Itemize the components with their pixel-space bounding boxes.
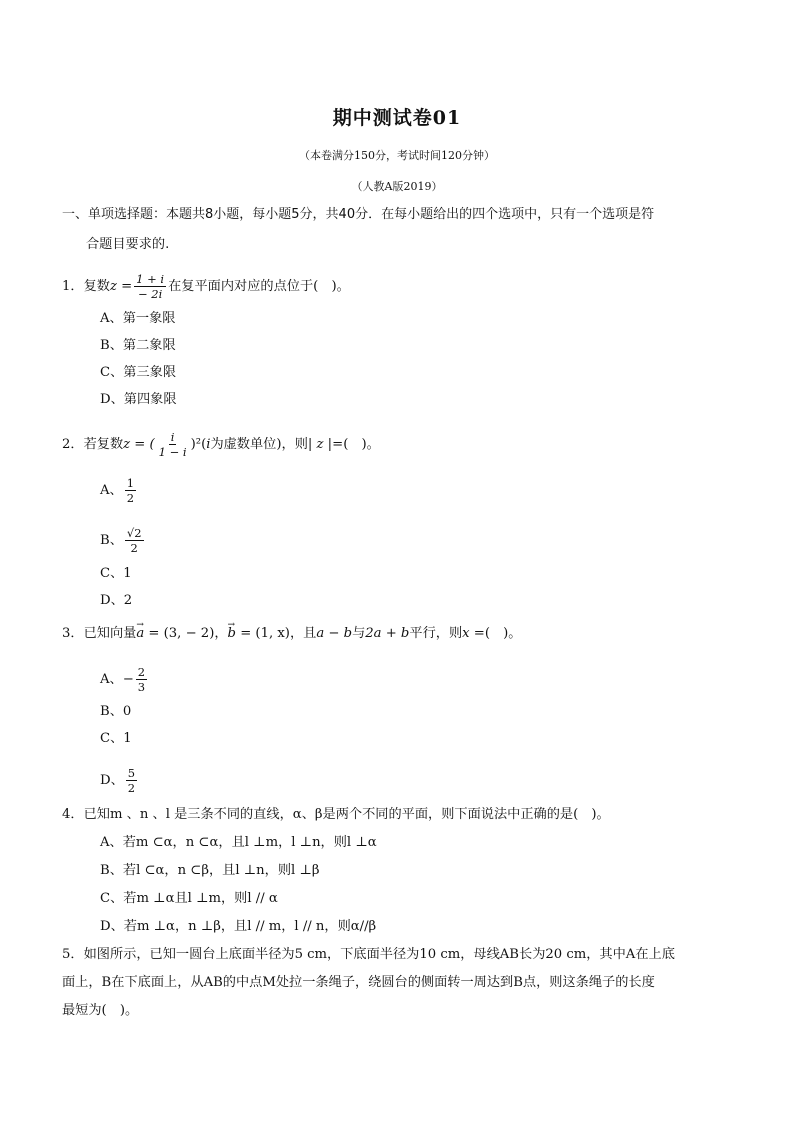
q2-z: z = (: [123, 437, 155, 452]
q3-vector-a-value: = (3, − 2): [148, 626, 215, 641]
q3-option-a-num: 2: [137, 665, 146, 679]
q2-option-a-den: 2: [126, 491, 135, 505]
question-5-line1: 5．如图所示，已知一圆台上底面半径为5 cm，下底面半径为10 cm，母线AB长为20 cm，其中A在上底: [62, 947, 675, 962]
q2-option-a: [100, 476, 138, 505]
q1-option-d: D、第四象限: [100, 392, 177, 407]
section-heading-line2: 合题目要求的.: [86, 237, 170, 252]
q2-numerator: i: [170, 430, 175, 444]
q3-mid3: 平行，则: [409, 626, 463, 641]
q4-option-b: B、若l ⊂α，n ⊂β，且l ⊥n，则l ⊥β: [100, 863, 320, 878]
exam-info: （本卷满分150分，考试时间120分钟）: [299, 149, 495, 162]
q1-suffix: 在复平面内对应的点位于( )。: [168, 279, 350, 294]
q1-option-c: C、第三象限: [100, 365, 177, 380]
q3-sep: ，: [214, 626, 228, 641]
question-2: 2．若复数z = ( $\frac{i}{1 - i}$ )²(i为虚数单位)，则| z |=( )。: [62, 430, 380, 459]
q3-option-a-label: A、−: [100, 672, 134, 687]
q4-option-d: D、若m ⊥α，n ⊥β，且l // m，l // n，则α//β: [100, 919, 377, 934]
q2-option-a-fraction: [125, 476, 136, 505]
q1-z: z =: [109, 279, 133, 294]
q2-option-b-den: 2: [130, 541, 138, 555]
q4-option-c: C、若m ⊥α且l ⊥m，则l // α: [100, 891, 278, 906]
q2-absz: | z |=: [307, 437, 344, 452]
q2-option-c: C、1: [100, 566, 132, 581]
q2-option-b-num: √2: [126, 526, 142, 540]
page-title: 期中测试卷01: [332, 107, 462, 129]
q3-expr2: 2a + b: [365, 626, 410, 641]
q4-option-a: A、若m ⊂α，n ⊂α，且l ⊥m，l ⊥n，则l ⊥α: [100, 835, 377, 850]
q2-power: )²: [190, 437, 202, 452]
q3-option-a-fraction: [136, 665, 147, 694]
q3-option-c: C、1: [100, 731, 132, 746]
q1-prefix: 1．复数: [62, 279, 110, 294]
q2-option-b-label: B、: [100, 533, 123, 548]
q3-option-d-den: 2: [127, 781, 136, 795]
q3-option-d-fraction: [126, 766, 137, 795]
question-5-line2: 面上，B在下底面上，从AB的中点M处拉一条绳子，绕圆台的侧面转一周达到B点，则这条绳子的长度: [62, 975, 655, 990]
q3-x: x =: [462, 626, 485, 641]
q3-mid2: 与: [352, 626, 366, 641]
q3-expr1: a − b: [316, 626, 353, 641]
q2-option-a-num: 1: [126, 476, 135, 490]
q3-option-a: [100, 665, 149, 694]
q3-prefix: 3．已知向量: [62, 626, 137, 641]
q3-option-d-label: D、: [100, 773, 124, 788]
q1-option-a: A、第一象限: [100, 311, 176, 326]
q2-i: i: [206, 437, 211, 452]
question-5-line3: 最短为( )。: [62, 1003, 139, 1018]
q2-denominator: 1 − i: [158, 445, 187, 459]
q1-denominator: − 2i: [137, 287, 163, 301]
edition-info: （人教A版2019）: [351, 180, 443, 193]
q3-suffix: ( )。: [484, 626, 522, 641]
q2-prefix: 2．若复数: [62, 437, 124, 452]
q2-option-b: [100, 526, 146, 555]
q1-numerator: 1 + i: [136, 272, 165, 286]
question-4: 4．已知m 、n 、l 是三条不同的直线，α、β是两个不同的平面，则下面说法中正确的是( )。: [62, 807, 610, 822]
q2-mid: 为虚数单位)，则: [210, 437, 308, 452]
q2-suffix: ( )。: [343, 437, 380, 452]
section-heading-line1: 一、单项选择题：本题共8小题，每小题5分，共40分．在每小题给出的四个选项中，只有一个选项是符: [62, 207, 655, 222]
q3-mid1: ，且: [289, 626, 317, 641]
question-1: [62, 272, 350, 301]
q3-vector-a: → a: [136, 625, 144, 643]
q1-fraction: [134, 272, 166, 301]
question-3: [62, 625, 522, 643]
q3-vector-b: → b: [228, 625, 236, 643]
q3-option-d-num: 5: [127, 766, 136, 780]
q3-vector-b-value: = (1, x): [240, 626, 290, 641]
q2-option-a-label: A、: [100, 483, 123, 498]
q2-fraction: [157, 430, 189, 459]
q3-option-b: B、0: [100, 704, 132, 719]
q1-option-b: B、第二象限: [100, 338, 176, 353]
q3-option-d: [100, 766, 139, 795]
q2-option-b-fraction: [125, 526, 144, 555]
q2-option-d: D、2: [100, 593, 133, 608]
q3-option-a-den: 3: [137, 680, 146, 694]
